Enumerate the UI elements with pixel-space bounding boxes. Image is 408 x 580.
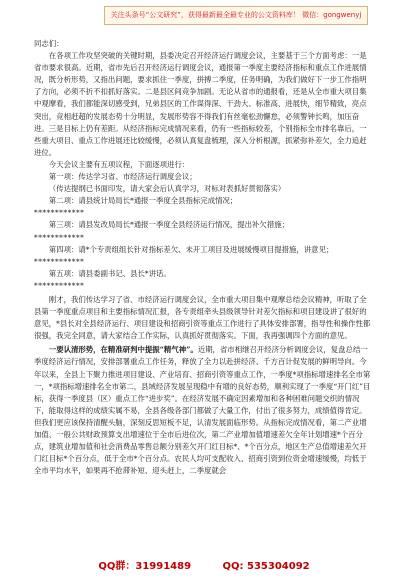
document-body <box>34 38 372 477</box>
section-heading: 一要认清形势，在精准研判中提振“精气神”。 <box>48 345 198 355</box>
agenda-item-4: 第四项：请*个专责组组长针对指标差欠、未开工项目及进展缓慢项目提措施，讲意见； <box>48 244 334 254</box>
agenda-note: （传达提纲已书面印发，请大家会后认真学习，对标对表抓好贯彻落实） <box>48 184 286 194</box>
salutation: 同志们： <box>34 39 64 48</box>
footer-qq-group: QQ群：31991489 <box>98 561 192 572</box>
paragraph-section-one <box>34 344 372 477</box>
agenda-item-3: 第三项：请县发改局局长*通报一季度全县经济运行情况，提出补欠措施； <box>48 220 289 230</box>
paragraph-summary: 刚才，我们传达学习了省、市经济运行调度会议，全市重大项目集中观摩总结会议精神，听取了全县第一季度重点项目和主要指标情况汇报，各专责组牵头县级领导针对差欠指标和项目建设讲了很好的意见，*县长对全县经济运行、项目建设和招商引资等重点工作进行了具体安排部署，指导性和操作性都很强，我完全同意，请大家结合工作实际，认真抓好贯彻落实。下面，我再强调四个方面的意见。 <box>34 294 371 341</box>
agenda-item-2: 第二项：请县统计局局长*通报一季度全县指标完成情况； <box>48 196 238 206</box>
agenda-separator: ************ <box>34 208 85 218</box>
footer-qq: QQ: 535304092 <box>222 561 310 572</box>
agenda-separator: ************ <box>34 256 85 266</box>
section-body: 近期，省市相继召开经济分析调度会议，复盘总结一季度经济运行情况，安排部署重点工作任务，释放了全力以赴拼经济、千方百计促发展的鲜明导向。今年以来，全县上下聚力推进项目建设、产业培育、招商引资等重点工作，一季度*项指标增速排名全市第一，*项指标增速排名全市第二，县域经济发展呈现稳中有增的良好态势，顺利实现了一季度“开门红”目标，获得一季度县（区）重点工作“进步奖”。在经济发展不确定因素增加和各种困难问题交织的情况下，能取得这样的成绩实属不易，全县各级各部门都做了大量工作，付出了很多努力，成绩值得肯定。但我们更应该保持清醒头脑，深刻反思短板不足，认清发展面临形势。从指标完成情况看，第二产业增加值、一般公共财政预算支出增速位于全市后进位次，第二产业增加值增速差欠全年计划增速*个百分点，建筑业增加值和社会消费品零售总额分别差欠开门红目标*、*个百分点，地区生产总值增速差欠开门红目标*个百分点，低于全市*个百分点。农民人均可支配收入、招商引资到位资金增速缓慢，均低于全市平均水平，如果再不抢滞补短、迎头赶上，二季度就会 <box>34 345 371 476</box>
paragraph-context: 在各项工作攻坚突破的关键时期，县委决定召开经济运行调度会议，主要基于三个方面考虑：一是省市要求很高。近期，省市先后召开经济运行调度会议，通报第一季度主要经济指标和重点工作进展情况，既分析形势，又指出问题，要求抓住一季度，拼搏二季度，任务明确，为我们做好下一步工作指明了方向，必须不折不扣抓好落实。二是县区间竞争加剧。无论从省市的通报看，还是从全市重大项目集中观摩看，我们都能深切感受到，兄弟县区的工作谋得深、干劲大、标准高、进展快，细节精致，亮点突出，竞相赶超的发展态势十分明显，发展形势容不得我们有丝毫松劲懈怠，必须警钟长鸣，加压奋进。三是目标上仍有差距。从经济指标完成情况来看，仍有一些指标较差，个别指标全市排名靠后，一些重大项目、重点工作进展还比较缓慢，必须认真复盘梳理，深入分析根源，抓紧弥补差欠，全力追赶进位。 <box>34 51 367 157</box>
agenda-separator: ************ <box>34 232 85 242</box>
header-banner: 关注头条号“公文研究”，获得最新最全最专业的公文资料库！ 微信：gongwenyj <box>104 6 368 25</box>
paragraph-agenda-intro: 今天会议主要有五项议程，下面逐项进行： <box>48 159 190 169</box>
agenda-item-5: 第五项：请县委副书记、县长*讲话。 <box>48 268 171 278</box>
agenda-separator: ************ <box>34 280 85 290</box>
footer-contact <box>0 557 408 572</box>
agenda-item-1: 第一项：传达学习省、市经济运行调度会议； <box>48 172 197 182</box>
